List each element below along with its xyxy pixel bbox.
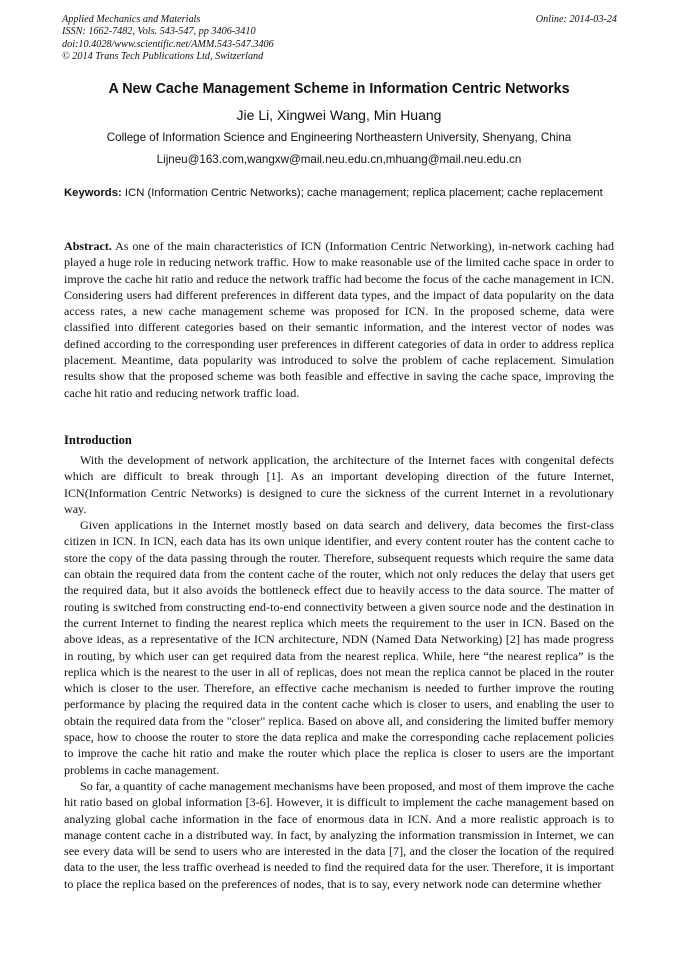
paragraph: With the development of network application, the architecture of the Internet faces with congenital defects which are difficult to break through [1]. As an important developing direction of the future Internet, ICN(Information Centric Networks) is designed to cure the sickness of the current Internet in a revolutionary way. <box>64 453 614 516</box>
abstract-label: Abstract. <box>64 239 112 253</box>
keywords-text: ICN (Information Centric Networks); cache management; replica placement; cache replacement <box>124 187 603 199</box>
section-heading-introduction: Introduction <box>64 433 132 447</box>
paper-title: A New Cache Management Scheme in Information Centric Networks <box>108 81 570 97</box>
paragraph: Given applications in the Internet mostly based on data search and delivery, data becomes the first-class citizen in ICN. In ICN, each data has its own unique identifier, and every content router has the content cache to store the copy of the data passing through the router. Therefore, subsequent requests which require the same data can obtain the required data from the content cache of the router, which not only reduces the delay that users get the required data, but it also avoids the bottleneck effect due to heavily access to the data source. The matter of routing is switched from constructing end-to-end connectivity between a given source node and the destination in the current Internet to finding the nearest replica which meets the requirement to the user in ICN. Based on the above ideas, as a representative of the ICN architecture, NDN (Named Data Networking) [2] has made progress in routing, by which user can get required data from the nearest replica. While, here “the nearest replica” is the replica which is the nearest to the user in all of replicas, does not mean the replica cannot be placed in the router which is closer to the user. Therefore, an effective cache mechanism is needed to further improve the routing performance by placing the required data in the content cache which is closer to users, and enabling the user to obtain the required data from the "closer" replica. Based on above all, and considering the limited buffer memory space, how to choose the router to store the data replica and make the corresponding cache replacement policies to improve the cache hit ratio and make the router which place the replica is closer to users are the important problems in cache management. <box>64 518 614 777</box>
copyright-line: © 2014 Trans Tech Publications Ltd, Switzerland <box>62 51 264 63</box>
abstract-block <box>64 238 614 401</box>
introduction-body <box>64 452 614 892</box>
keywords-label: Keywords: <box>64 187 122 199</box>
author-emails: Lijneu@163.com,wangxw@mail.neu.edu.cn,mhuang@mail.neu.edu.cn <box>156 153 522 166</box>
journal-name: Applied Mechanics and Materials <box>62 14 201 25</box>
issn-line: ISSN: 1662-7482, Vols. 543-547, pp 3406-3410 <box>62 26 256 38</box>
affiliation: College of Information Science and Engineering Northeastern University, Shenyang, China <box>106 131 572 144</box>
paragraph: So far, a quantity of cache management mechanisms have been proposed, and most of them improve the cache hit ratio based on global information [3-6]. However, it is difficult to implement the cache management based on analyzing global cache information in the face of enormous data in ICN. And a more realistic approach is to manage content cache in a distributed way. In fact, by analyzing the information transmission in Internet, we can see every data will be send to users who are interested in the data [7], and the closer the location of the required data to the user, the less traffic overhead is needed to find the required data for the user. Therefore, it is important to place the replica based on the preferences of nodes, that is to say, every network node can determine whether <box>64 778 614 891</box>
keywords-block <box>64 186 614 201</box>
online-date: Online: 2014-03-24 <box>535 14 617 25</box>
author-list: Jie Li, Xingwei Wang, Min Huang <box>236 107 442 123</box>
doi-line: doi:10.4028/www.scientific.net/AMM.543-547.3406 <box>62 38 274 50</box>
abstract-text: As one of the main characteristics of ICN (Information Centric Networking), in-network caching had played a huge role in reducing network traffic. How to make reasonable use of the limited cache space in order to improve the cache hit ratio and reduce the network traffic had become the focus of the cache management in ICN. Considering users had different preferences in different data types, and the impact of data popularity on the data access rates, a new cache management scheme was proposed for ICN. In the proposed scheme, data were classified into different categories based on their semantic information, and the interest vector of nodes was defined according to the corresponding user preferences in different categories of data in order to address replica placement. Meantime, data popularity was introduced to solve the problem of cache replacement. Simulation results show that the proposed scheme was both feasible and effective in saving the cache space, improving the cache hit ratio and reducing network traffic load. <box>64 239 614 400</box>
publication-header <box>62 14 617 64</box>
